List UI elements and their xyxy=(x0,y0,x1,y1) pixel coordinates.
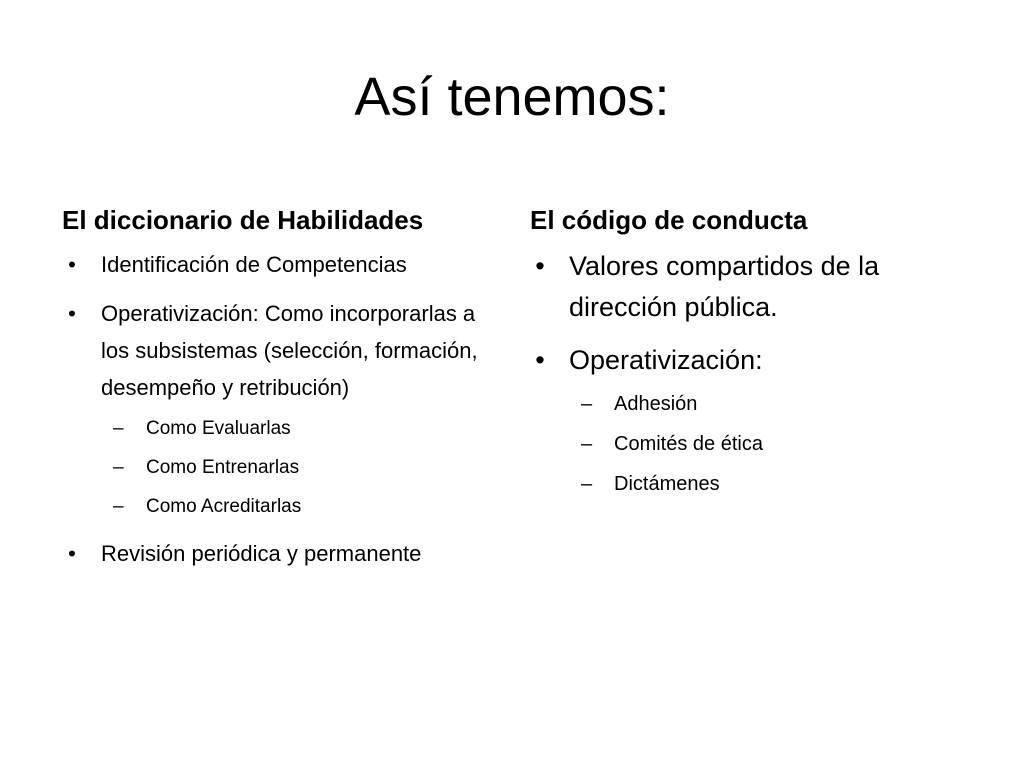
sub-list xyxy=(569,387,970,501)
bullet-icon: • xyxy=(68,252,76,277)
bullet-icon: • xyxy=(535,251,545,281)
right-column-heading: El código de conducta xyxy=(530,205,808,235)
sub-item-text: Adhesión xyxy=(614,393,698,415)
sub-list-item xyxy=(101,412,502,445)
left-column-heading: El diccionario de Habilidades xyxy=(62,205,424,235)
dash-icon: – xyxy=(113,418,124,439)
sub-list-item xyxy=(569,387,970,421)
list-item xyxy=(62,535,502,572)
bullet-icon: • xyxy=(535,345,545,375)
sub-list-item xyxy=(101,451,502,484)
sub-list-item xyxy=(569,427,970,461)
bullet-text: Operativización: xyxy=(569,345,763,375)
right-bullet-list xyxy=(530,246,970,501)
sub-list-item xyxy=(569,467,970,501)
sub-list xyxy=(101,412,502,523)
dash-icon: – xyxy=(581,393,593,415)
dash-icon: – xyxy=(113,496,124,517)
slide-title: Así tenemos: xyxy=(354,67,670,127)
dash-icon: – xyxy=(581,433,593,455)
bullet-text: Revisión periódica y permanente xyxy=(101,541,422,566)
sub-item-text: Como Entrenarlas xyxy=(146,457,300,478)
list-item xyxy=(62,246,502,283)
bullet-text: Valores compartidos de la dirección pública. xyxy=(569,251,880,322)
dash-icon: – xyxy=(581,473,593,495)
bullet-icon: • xyxy=(68,301,76,326)
sub-item-text: Como Acreditarlas xyxy=(146,496,302,517)
bullet-text: Operativización: Como incorporarlas a los subsistemas (selección, formación, desempeño y retribución) xyxy=(101,301,478,400)
sub-item-text: Comités de ética xyxy=(614,433,763,455)
sub-list-item xyxy=(101,490,502,523)
list-item xyxy=(62,295,502,523)
list-item xyxy=(530,340,970,501)
left-bullet-list xyxy=(62,246,502,572)
list-item xyxy=(530,246,970,328)
sub-item-text: Dictámenes xyxy=(614,473,720,495)
left-column xyxy=(62,200,502,584)
bullet-icon: • xyxy=(68,541,76,566)
right-column xyxy=(530,200,970,513)
dash-icon: – xyxy=(113,457,124,478)
sub-item-text: Como Evaluarlas xyxy=(146,418,291,439)
bullet-text: Identificación de Competencias xyxy=(101,252,407,277)
